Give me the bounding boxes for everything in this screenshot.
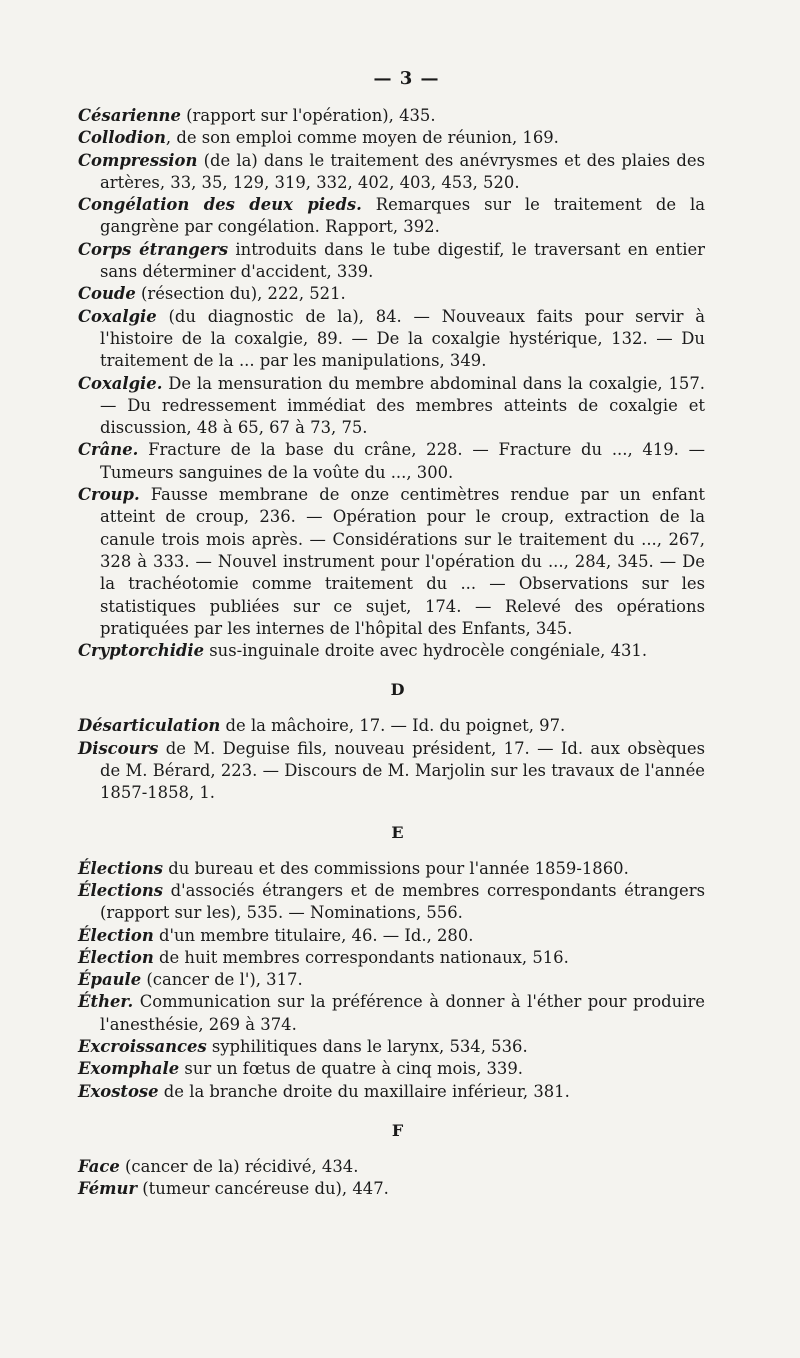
section-c-entries	[78, 105, 705, 662]
entry-text: De la mensuration du membre abdominal dans la coxalgie, 157. — Du redressement immédiat des membres atteints de coxalgie et discussion, 48 à 65, 67 à 73, 75.	[100, 373, 705, 438]
entry-term: Coxalgie	[78, 306, 157, 326]
entry-term: Coude	[78, 284, 136, 304]
entry-term: Excroissances	[78, 1036, 207, 1056]
entry-term: Éther.	[78, 992, 134, 1012]
entry-term: Fémur	[78, 1179, 138, 1199]
section-d-entries	[78, 715, 705, 804]
entry-term: Élection	[78, 947, 154, 967]
entry-text: d'un membre titulaire, 46. — Id., 280.	[153, 925, 474, 945]
entry-text: (du diagnostic de la), 84. — Nouveaux faits pour servir à l'histoire de la coxalgie, 89. — De la coxalgie hystérique, 132. — Du traitement de la ... par les manipulations, 349.	[100, 306, 705, 371]
index-entry	[78, 373, 705, 440]
entry-term: Croup.	[78, 485, 140, 505]
index-entry	[78, 947, 705, 969]
index-entry	[78, 484, 705, 640]
entry-term: Épaule	[78, 970, 142, 990]
index-entry	[78, 239, 705, 284]
entry-text: , de son emploi comme moyen de réunion, 169.	[165, 128, 559, 148]
entry-text: du bureau et des commissions pour l'année 1859-1860.	[163, 858, 629, 878]
entry-text: Fausse membrane de onze centimètres rendue par un enfant atteint de croup, 236. — Opération pour le croup, extraction de la canule trois mois après. — Considérations sur le traitement du ..., 267, 328 à 333. — Nouvel instrument pour l'opération du ..., 284, 345. — De la trachéotomie comme traitement du ... — Observations sur les statistiques publiées sur ce sujet, 174. — Relevé des opérations pratiquées par les internes de l'hôpital des Enfants, 345.	[100, 485, 705, 638]
entry-text: (résection du), 222, 521.	[135, 284, 346, 304]
index-entry	[78, 306, 705, 373]
section-heading-e: E	[391, 822, 404, 842]
entry-term: Crâne.	[78, 440, 139, 460]
entry-term: Corps étrangers	[78, 239, 229, 259]
entry-term: Exomphale	[78, 1059, 180, 1079]
entry-term: Collodion	[78, 128, 166, 148]
index-entry	[78, 969, 705, 991]
entry-text: de la mâchoire, 17. — Id. du poignet, 97.	[220, 716, 566, 736]
section-heading-d: D	[390, 680, 405, 700]
index-entry	[78, 738, 705, 805]
index-entry	[78, 439, 705, 484]
entry-text: syphilitiques dans le larynx, 534, 536.	[206, 1036, 528, 1056]
index-entry	[78, 105, 705, 127]
entry-term: Coxalgie.	[78, 373, 163, 393]
entry-text: d'associés étrangers et de membres correspondants étrangers (rapport sur les), 535. — Nominations, 556.	[100, 880, 705, 923]
entry-text: (tumeur cancéreuse du), 447.	[137, 1179, 389, 1199]
entry-term: Élections	[78, 858, 164, 878]
index-entry	[78, 925, 705, 947]
index-entry	[78, 640, 705, 662]
index-entry	[78, 991, 705, 1036]
entry-text: de huit membres correspondants nationaux, 516.	[153, 947, 569, 967]
index-entry	[78, 715, 705, 737]
entry-text: sur un fœtus de quatre à cinq mois, 339.	[179, 1059, 523, 1079]
entry-text: (rapport sur l'opération), 435.	[180, 106, 436, 125]
index-entry	[78, 283, 705, 305]
index-entry	[78, 1081, 705, 1103]
entry-text: introduits dans le tube digestif, le traversant en entier sans déterminer d'accident, 339.	[100, 239, 705, 282]
entry-term: Face	[78, 1156, 120, 1176]
entry-term: Désarticulation	[78, 716, 221, 736]
index-entry	[78, 858, 705, 880]
section-e-entries	[78, 858, 705, 1103]
index-entry	[78, 1036, 705, 1058]
index-entry	[78, 194, 705, 239]
entry-term: Congélation des deux pieds.	[78, 195, 362, 215]
entry-term: Exostose	[78, 1081, 159, 1101]
index-entry	[78, 1178, 705, 1200]
index-entry	[78, 150, 705, 195]
entry-text: Fracture de la base du crâne, 228. — Fracture du ..., 419. — Tumeurs sanguines de la voûte du ..., 300.	[100, 440, 705, 482]
section-f-entries	[78, 1156, 705, 1201]
page-number: — 3 —	[373, 68, 440, 89]
entry-term: Élection	[78, 925, 154, 945]
entry-term: Discours	[78, 738, 159, 758]
index-entry	[78, 880, 705, 925]
entry-text: Communication sur la préférence à donner à l'éther pour produire l'anesthésie, 269 à 374.	[100, 992, 705, 1034]
section-heading-f: F	[391, 1120, 404, 1140]
entry-text: (de la) dans le traitement des anévrysmes et des plaies des artères, 33, 35, 129, 319, 332, 402, 403, 453, 520.	[100, 150, 705, 192]
entry-text: sus-inguinale droite avec hydrocèle congéniale, 431.	[204, 641, 648, 661]
index-entry	[78, 1156, 705, 1178]
entry-term: Élections	[78, 880, 164, 900]
entry-text: de la branche droite du maxillaire inférieur, 381.	[158, 1081, 570, 1101]
entry-text: (cancer de l'), 317.	[141, 970, 303, 990]
entry-term: Césarienne	[78, 106, 181, 125]
index-entry	[78, 127, 705, 149]
entry-text: de M. Deguise fils, nouveau président, 17. — Id. aux obsèques de M. Bérard, 223. — Discours de M. Marjolin sur les travaux de l'année 1857-1858, 1.	[100, 738, 705, 803]
index-entry	[78, 1058, 705, 1080]
entry-text: (cancer de la) récidivé, 434.	[119, 1156, 359, 1176]
entry-term: Cryptorchidie	[78, 641, 205, 661]
entry-text: Remarques sur le traitement de la gangrène par congélation. Rapport, 392.	[100, 195, 705, 237]
entry-term: Compression	[78, 150, 198, 170]
